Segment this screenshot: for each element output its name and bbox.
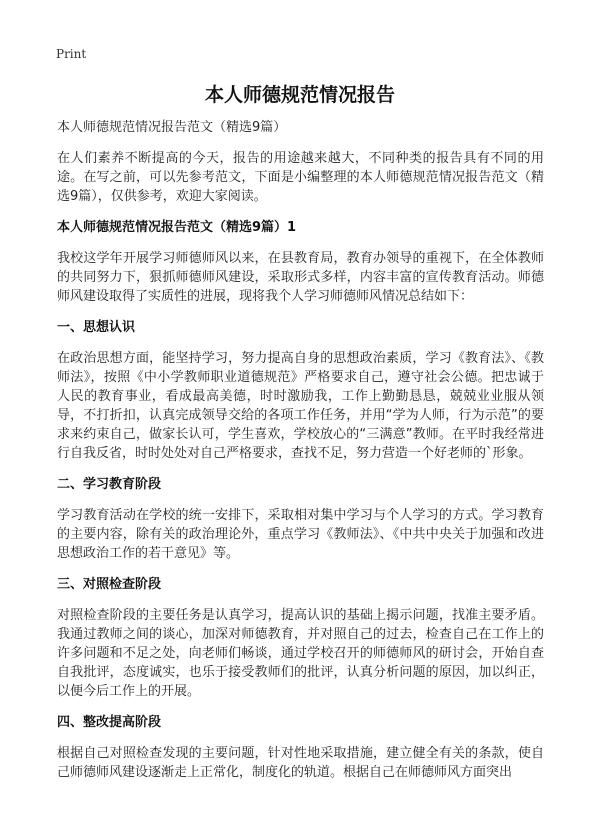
document-subtitle: 本人师德规范情况报告范文（精选9篇）: [57, 120, 287, 135]
paragraph-study: 学习教育活动在学校的统一安排下，采取相对集中学习与个人学习的方式。学习教育的主要内容，除有关的政治理论外，重点学习《教师法》、《中共中央关于加强和改进思想政治工作的若干意见》等。: [57, 508, 544, 561]
heading-review: 三、对照检查阶段: [57, 577, 162, 592]
document-body: [57, 118, 544, 794]
intro-paragraph: 在人们素养不断提高的今天，报告的用途越来越大，不同种类的报告具有不同的用途。在写之前，可以先参考范文，下面是小编整理的本人师德规范情况报告范文（精选9篇），仅供参考，欢迎大家阅读。: [57, 151, 544, 204]
section-title: 本人师德规范情况报告范文（精选9篇）1: [57, 220, 297, 235]
paragraph-review: 对照检查阶段的主要任务是认真学习，提高认识的基础上揭示问题，找准主要矛盾。我通过教师之间的谈心，加深对师德教育，并对照自己的过去，检查自己在工作上的许多问题和不足之处，向老师们畅谈，通过学校召开的师德师风的研讨会，开始自查自我批评，态度诚实，也乐于接受教师们的批评，认真分析问题的原因，加以纠正，以便今后工作上的开展。: [57, 608, 544, 699]
paragraph-improve: 根据自己对照检查发现的主要问题，针对性地采取措施，建立健全有关的条款，使自己师德师风建设逐渐走上正常化，制度化的轨道。根据自己在师德师风方面突出: [57, 746, 544, 780]
section-intro-paragraph: 我校这学年开展学习师德师风以来，在县教育局，教育办领导的重视下，在全体教师的共同努力下，狠抓师德师风建设，采取形式多样，内容丰富的宣传教育活动。师德师风建设取得了实质性的进展，现将我个人学习师德师风情况总结如下：: [57, 251, 544, 304]
heading-improve: 四、整改提高阶段: [57, 715, 162, 730]
paragraph-thinking: 在政治思想方面，能坚持学习，努力提高自身的思想政治素质，学习《教育法》、《教师法》，按照《中小学教师职业道德规范》严格要求自己，遵守社会公德。把忠诚于人民的教育事业，看成最高美德，时时激励我，工作上勤勤恳恳，兢兢业业服从领导，不打折扣，认真完成领导交给的各项工作任务，并用“学为人师，行为示范”的要求来约束自己，做家长认可，学生喜欢，学校放心的“三满意”教师。在平时我经常进行自我反省，时时处处对自己严格要求，查找不足，努力营造一个好老师的`形象。: [57, 351, 544, 461]
heading-study: 二、学习教育阶段: [57, 477, 162, 492]
print-label[interactable]: Print: [56, 47, 87, 61]
heading-thinking: 一、思想认识: [57, 320, 136, 335]
page-title: 本人师德规范情况报告: [204, 84, 395, 106]
